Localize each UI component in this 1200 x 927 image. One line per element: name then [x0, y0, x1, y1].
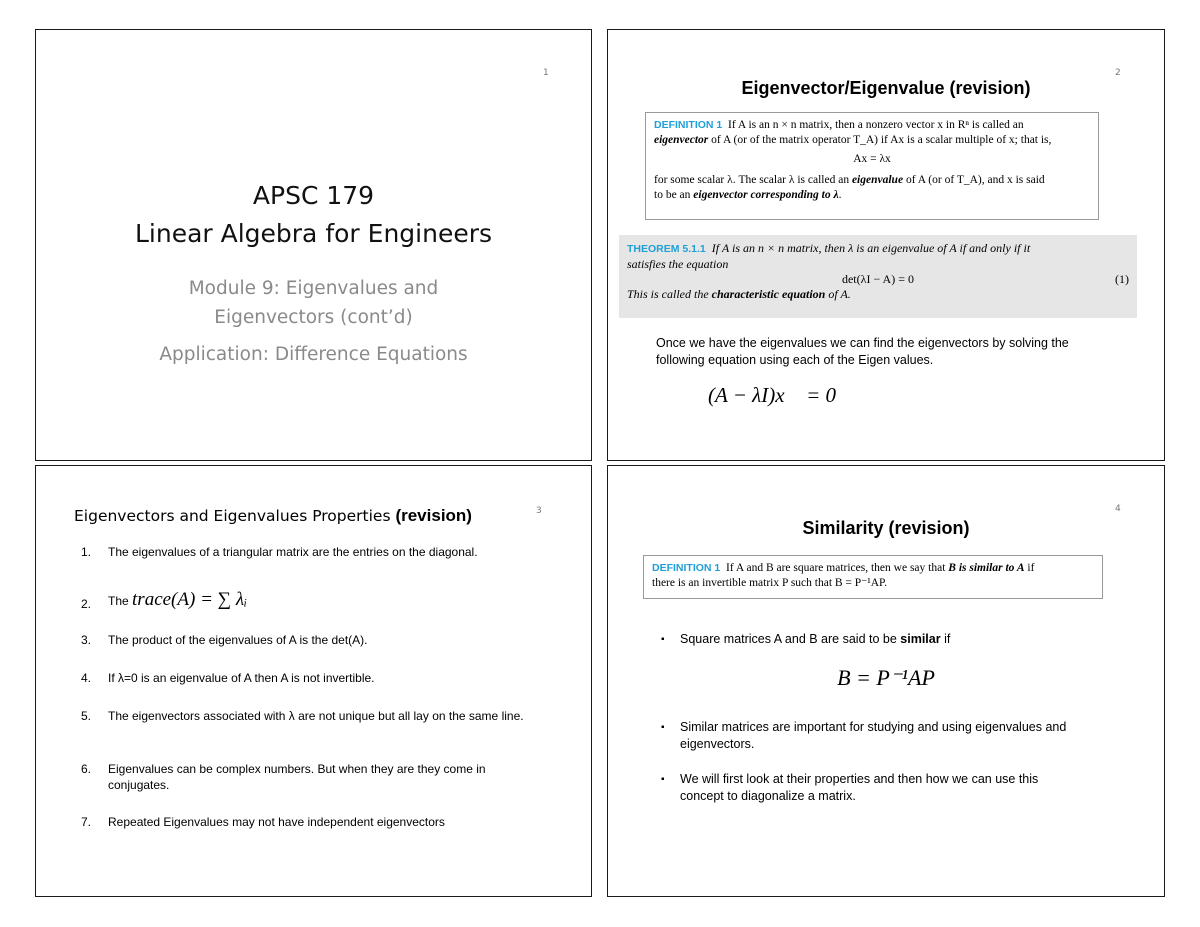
bullet-dot: ▪ — [661, 634, 665, 645]
page-number: 3 — [536, 506, 542, 516]
item-text: The eigenvalues of a triangular matrix are the entries on the diagonal. — [108, 545, 478, 559]
course-code: APSC 179 — [252, 181, 375, 210]
item-number: 7. — [81, 815, 92, 829]
item-text: Eigenvalues can be complex numbers. But when they are they come in conjugates. — [108, 762, 486, 792]
bullet-text: if — [940, 632, 951, 646]
module-subtitle-line2: Eigenvectors (cont’d) — [214, 307, 413, 328]
theorem-text: If A is an n × n matrix, then λ is an eigenvalue of A if and only if it — [711, 241, 1031, 255]
eigenvector-paragraph: Once we have the eigenvalues we can find the eigenvectors by solving the following equation using each of the Eigen values. — [656, 336, 1069, 367]
item-text: The eigenvectors associated with λ are not unique but all lay on the same line. — [108, 709, 524, 723]
item-number: 6. — [81, 762, 92, 776]
definition-text: of A (or of T_A), and x is said — [903, 174, 1045, 186]
slide-4 — [607, 465, 1165, 897]
definition-equation: Ax = λx — [853, 153, 891, 165]
bullet-similar — [661, 631, 1080, 648]
definition-term: B is similar to A — [948, 562, 1025, 574]
definition-term: eigenvector corresponding to λ — [693, 189, 839, 201]
slide-2 — [607, 29, 1165, 461]
list-item — [81, 708, 531, 724]
slide-title: Similarity (revision) — [802, 518, 970, 538]
definition-term: eigenvalue — [851, 174, 904, 186]
bullet-dot: ▪ — [661, 722, 665, 733]
item-text: The product of the eigenvalues of A is the det(A). — [108, 633, 368, 647]
theorem-text: This is called the — [627, 287, 712, 301]
bullet-text: We will first look at their properties and then how we can use this concept to diagonalize a matrix. — [680, 772, 1039, 803]
item-text: Repeated Eigenvalues may not have independent eigenvectors — [108, 815, 445, 829]
page-number: 4 — [1115, 504, 1121, 514]
bullet-dot: ▪ — [661, 774, 665, 785]
list-item — [81, 589, 531, 611]
bullet-text: Similar matrices are important for studying and using eigenvalues and eigenvectors. — [680, 720, 1067, 751]
item-number: 3. — [81, 633, 92, 647]
item-number: 4. — [81, 671, 92, 685]
equation-number: (1) — [1115, 272, 1129, 286]
application-subtitle: Application: Difference Equations — [159, 344, 468, 365]
theorem-term: characteristic equation — [711, 287, 826, 301]
slide-1 — [35, 29, 592, 461]
definition-text: . — [838, 189, 842, 201]
item-number: 5. — [81, 709, 92, 723]
page-number: 1 — [543, 68, 549, 78]
theorem-label: THEOREM 5.1.1 — [627, 243, 706, 255]
definition-text: If A and B are square matrices, then we say that — [726, 562, 949, 574]
definition-text: if — [1024, 562, 1035, 574]
bullet-importance — [661, 719, 1080, 753]
list-item — [81, 761, 531, 793]
definition-term: eigenvector — [654, 134, 709, 146]
theorem-box — [619, 235, 1137, 318]
slide-title: Eigenvector/Eigenvalue (revision) — [741, 78, 1031, 98]
definition-label: DEFINITION 1 — [654, 119, 723, 131]
similarity-equation: B = P⁻¹AP — [837, 665, 935, 690]
definition-box — [643, 555, 1103, 599]
definition-text: If A is an n × n matrix, then a nonzero vector x in Rⁿ is called an — [728, 119, 1024, 131]
list-item — [81, 670, 531, 686]
item-number: 1. — [81, 545, 92, 559]
list-item — [81, 632, 531, 648]
bullet-next-steps — [661, 771, 1080, 805]
item-number: 2. — [81, 597, 92, 611]
definition-box — [645, 112, 1099, 220]
slide-3 — [35, 465, 592, 897]
slide-title — [74, 506, 472, 526]
definition-text: to be an — [654, 189, 694, 201]
eigenvector-equation: (A − λI)x⃗ = 0⃗ — [708, 383, 853, 407]
title-text: Eigenvectors and Eigenvalues Properties — [74, 507, 396, 525]
course-title: Linear Algebra for Engineers — [134, 219, 493, 248]
definition-text: for some scalar λ. The scalar λ is called an — [654, 174, 852, 186]
list-item — [81, 544, 531, 560]
bullet-bold-text: similar — [900, 632, 941, 646]
item-text: If λ=0 is an eigenvalue of A then A is not invertible. — [108, 671, 375, 685]
trace-formula: trace(A) = ∑ λᵢ — [132, 589, 248, 610]
bullet-text: Square matrices A and B are said to be — [680, 632, 901, 646]
title-bold-text: (revision) — [395, 506, 472, 525]
definition-label: DEFINITION 1 — [652, 562, 721, 574]
definition-text: there is an invertible matrix P such that B = P⁻¹AP. — [652, 577, 888, 589]
module-subtitle-line1: Module 9: Eigenvalues and — [188, 278, 439, 299]
item-text: The — [108, 594, 133, 608]
theorem-text: satisfies the equation — [627, 257, 729, 271]
definition-text: of A (or of the matrix operator T_A) if Ax is a scalar multiple of x; that is, — [708, 134, 1052, 146]
list-item — [81, 814, 531, 830]
page-number: 2 — [1115, 68, 1121, 78]
theorem-equation: det(λI − A) = 0 — [841, 272, 914, 286]
theorem-text: of A. — [825, 287, 851, 301]
